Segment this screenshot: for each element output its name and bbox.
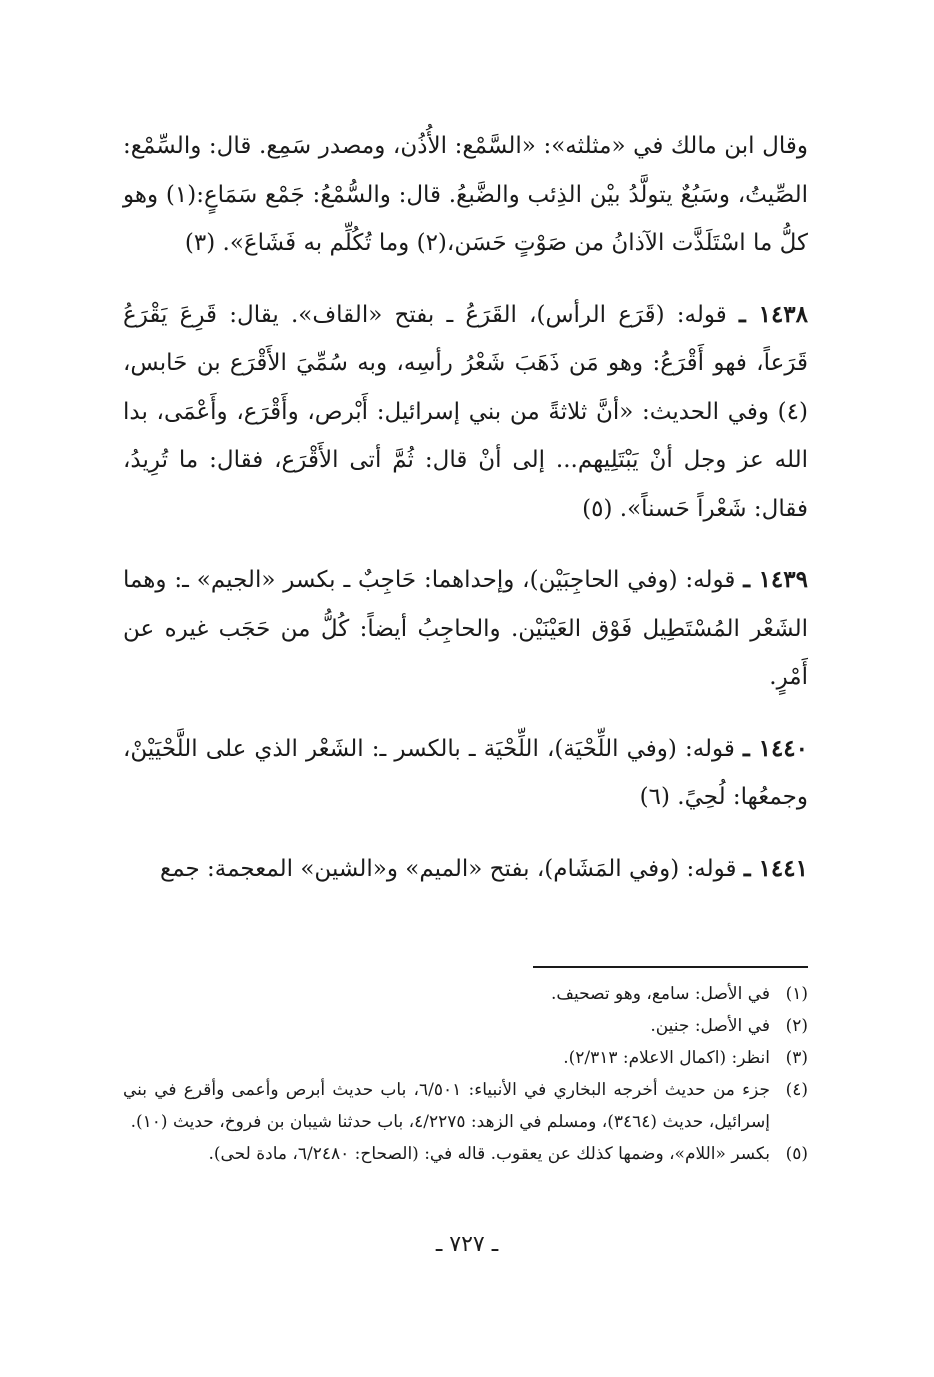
- footnote-text: بكسر «اللام»، وضمها كذلك عن يعقوب. قاله في: (الصحاح: ٦/٢٤٨٠، مادة لحى).: [208, 1144, 770, 1164]
- footnotes-block: [123, 978, 808, 1170]
- entry-number: ١٤٣٩ ـ: [743, 566, 808, 593]
- footnote-number: (٤): [785, 1080, 808, 1100]
- entry-1439: [123, 556, 808, 702]
- footnote-number: (١): [785, 984, 808, 1004]
- page-number: ـ ٧٢٧ ـ: [435, 1232, 499, 1257]
- paragraph-text: قوله: (قَرَع الرأس)، القَرَعُ ـ بفتح «القاف». يقال: قَرِعَ يَقْرَعُ قَرَعاً، فهو أَقْرَعُ: وهو مَن ذَهَبَ شَعْرُ رأسِه، وبه سُمِّيَ الأَقْرَع بن حَابس،(٤) وفي الحديث: «أنَّ ثلاثةً من بني إسرائيل: أَبْرص، وأَقْرَع، وأَعْمَى، بدا الله عز وجل أنْ يَبْتَلِيهم... إلى أنْ قال: ثُمَّ أتى الأَقْرَع، فقال: ما تُرِيدُ، فقال: شَعْراً حَسناً». (٥): [123, 301, 808, 522]
- footnote-text: انظر: (اكمال الاعلام: ٢/٣١٣).: [563, 1048, 770, 1068]
- footnote-number: (٢): [785, 1016, 808, 1036]
- paragraph-text: قوله: (وفي اللِّحْيَة)، اللِّحْيَة ـ بالكسر ـ: الشَعْر الذي على اللَّحْيَيْنْ، وجمعُها: لُحِيً. (٦): [123, 735, 808, 810]
- entry-number: ١٤٤١ ـ: [743, 854, 808, 882]
- paragraph-text: قوله: (وفي الحاجِبَيْن)، وإحداهما: حَاجِبٌ ـ بكسر «الجيم» ـ: وهما الشَعْر المُسْتَطِيل فَوْق العَيْنَيْن. والحاجِبُ أيضاً: كُلُّ من حَجَب غيره عن أَمْرٍ.: [123, 567, 808, 690]
- paragraph-text: قوله: (وفي المَشَام)، بفتح «الميم» و«الشين» المعجمة: جمع: [159, 855, 737, 882]
- paragraph-text: وقال ابن مالك في «مثلثه»: «السَّمْع: الأُذُن، ومصدر سَمِع. قال: والسِّمْع: الصِّيتُ، وسَبُعٌ يتولَّدُ بيْن الذِئب والضَّبعُ. قال: والسُّمْعُ: جَمْع سَمَاعٍ:(١) وهو كلُّ ما اسْتَلَذَّت الآذانُ من صَوْتٍ حَسَن،(٢) وما تُكُلِّم به فَشَاعَ». (٣): [123, 133, 808, 256]
- footnote-text: جزء من حديث أخرجه البخاري في الأنبياء: ٦/٥٠١، باب حديث أبرص وأعمى وأقرع في بني إسرائيل، حديث (٣٤٦٤)، ومسلم في الزهد: ٤/٢٢٧٥، باب حدثنا شيبان بن فروخ، حديث (١٠).: [123, 1080, 770, 1132]
- entry-1438: [123, 291, 808, 534]
- main-text-block: [123, 122, 808, 916]
- footnote-3: [123, 1042, 808, 1074]
- footnote-text: في الأصل: سامع، وهو تصحيف.: [551, 984, 770, 1004]
- footnote-2: [123, 1010, 808, 1042]
- entry-number: ١٤٣٨ ـ: [738, 300, 809, 328]
- footnote-text: في الأصل: جنين.: [650, 1016, 770, 1036]
- footnote-5: [123, 1138, 808, 1170]
- footnote-4: [123, 1074, 808, 1138]
- entry-1440: [123, 725, 808, 822]
- entry-number: ١٤٤٠ ـ: [743, 734, 809, 762]
- footnote-1: [123, 978, 808, 1010]
- footnote-number: (٣): [785, 1048, 808, 1068]
- entry-1441: [123, 845, 808, 894]
- intro-paragraph: [123, 122, 808, 268]
- footnote-number: (٥): [785, 1144, 808, 1164]
- footnote-divider: [533, 966, 808, 968]
